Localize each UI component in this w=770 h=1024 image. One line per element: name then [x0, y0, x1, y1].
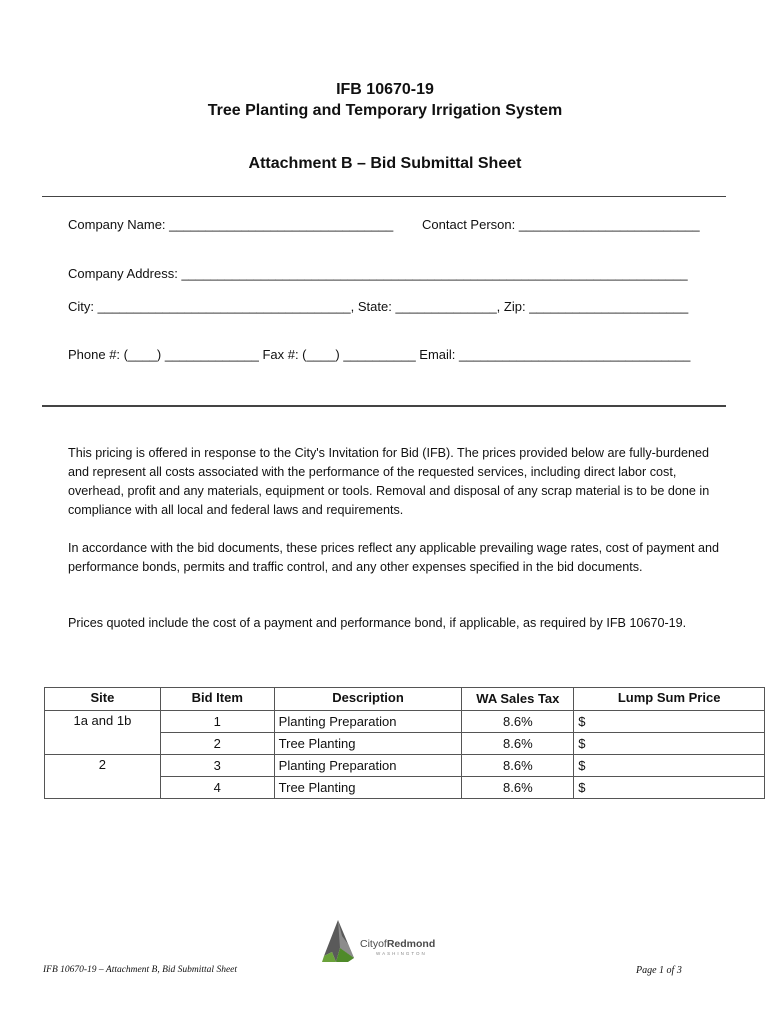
- price-cell[interactable]: $: [574, 777, 765, 799]
- phone-fax-email-field[interactable]: Phone #: (____) _____________ Fax #: (____) __________ Email: ________________________________: [68, 347, 691, 362]
- project-title: Tree Planting and Temporary Irrigation System: [207, 102, 563, 119]
- price-cell[interactable]: $: [574, 755, 765, 777]
- header-price: Lump Sum Price: [574, 688, 765, 711]
- city-of-redmond-logo: [318, 918, 458, 968]
- header-site: Site: [45, 688, 161, 711]
- top-divider: [42, 196, 726, 197]
- ifb-number: IFB 10670-19: [336, 81, 434, 98]
- footer-document-title: IFB 10670-19 – Attachment B, Bid Submittal Sheet: [43, 965, 238, 975]
- bid-item-cell: 4: [160, 777, 274, 799]
- tax-cell: 8.6%: [462, 711, 574, 733]
- logo-state: WASHINGTON: [376, 951, 427, 956]
- header-tax: WA Sales Tax: [462, 688, 574, 711]
- table-row: [45, 755, 765, 777]
- contact-person-field[interactable]: Contact Person: _________________________: [422, 217, 700, 232]
- description-cell: Planting Preparation: [274, 755, 462, 777]
- tax-cell: 8.6%: [462, 755, 574, 777]
- logo-redmond: Redmond: [386, 938, 436, 950]
- logo-city-of: Cityof: [360, 938, 387, 950]
- table-row: [45, 711, 765, 733]
- site-cell: 2: [45, 755, 161, 799]
- bid-table: [44, 687, 765, 799]
- form-bottom-divider: [42, 405, 726, 407]
- price-cell[interactable]: $: [574, 733, 765, 755]
- bid-documents-paragraph: In accordance with the bid documents, these prices reflect any applicable prevailing wage rates, cost of payment and performance bonds, permits and traffic control, and any other expenses specified in the bid documents.: [68, 541, 720, 574]
- tax-cell: 8.6%: [462, 733, 574, 755]
- redmond-mountain-icon: [318, 918, 360, 966]
- tax-cell: 8.6%: [462, 777, 574, 799]
- table-header-row: [45, 688, 765, 711]
- company-name-field[interactable]: Company Name: _______________________________: [68, 217, 394, 232]
- description-cell: Tree Planting: [274, 777, 462, 799]
- company-address-field[interactable]: Company Address: ______________________________________________________________________: [68, 266, 688, 281]
- bid-item-cell: 1: [160, 711, 274, 733]
- site-cell: 1a and 1b: [45, 711, 161, 755]
- price-cell[interactable]: $: [574, 711, 765, 733]
- header-description: Description: [274, 688, 462, 711]
- footer-page-number: Page 1 of 3: [636, 965, 682, 976]
- description-cell: Planting Preparation: [274, 711, 462, 733]
- bid-item-cell: 2: [160, 733, 274, 755]
- city-state-zip-field[interactable]: City: ___________________________________, State: ______________, Zip: ______________________: [68, 299, 689, 314]
- header-bid-item: Bid Item: [160, 688, 274, 711]
- pricing-paragraph: This pricing is offered in response to the City's Invitation for Bid (IFB). The prices provided below are fully-burdened and represent all costs associated with the performance of the requested services, including direct labor cost, overhead, profit and any materials, equipment or tools. Removal and disposal of any scrap material is to be done in compliance with all local and federal laws and requirements.: [68, 446, 710, 517]
- description-cell: Tree Planting: [274, 733, 462, 755]
- bond-paragraph: Prices quoted include the cost of a payment and performance bond, if applicable, as required by IFB 10670-19.: [68, 616, 687, 630]
- attachment-title: Attachment B – Bid Submittal Sheet: [248, 155, 522, 172]
- bid-item-cell: 3: [160, 755, 274, 777]
